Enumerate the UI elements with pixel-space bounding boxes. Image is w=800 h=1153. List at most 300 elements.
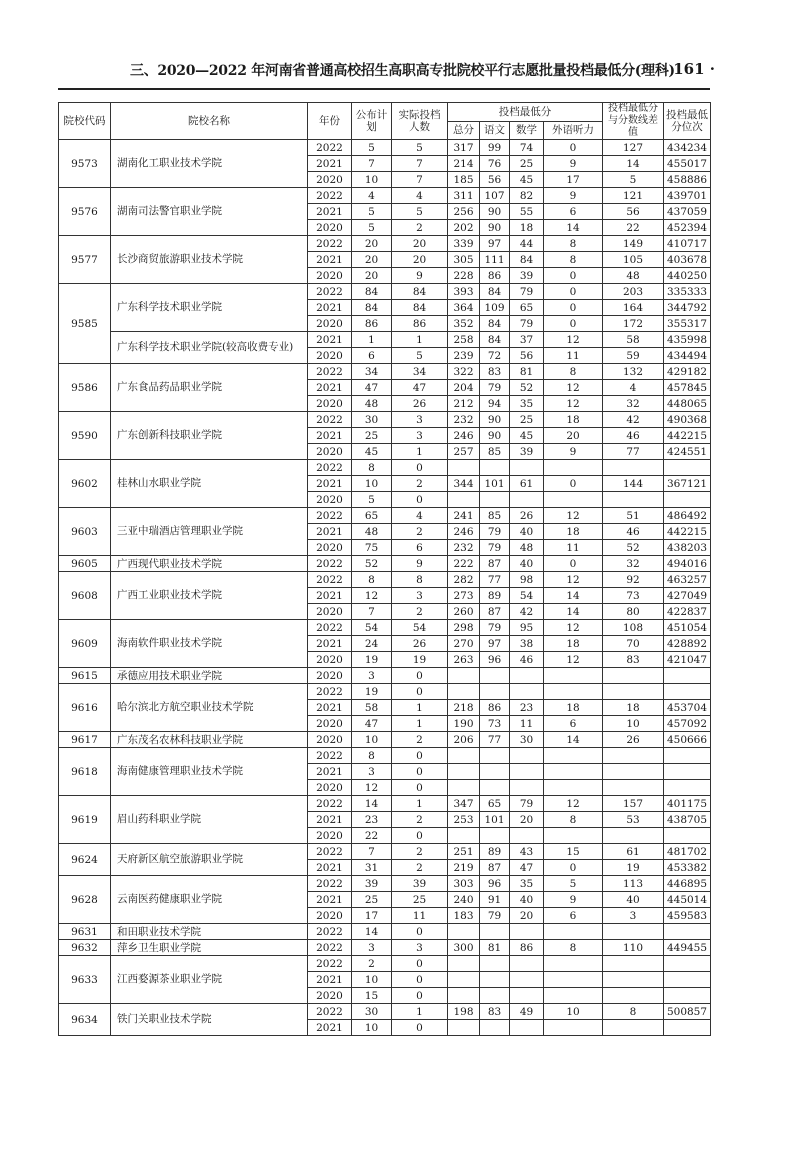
school-name: 海南软件职业技术学院 [111, 620, 308, 668]
cell-listening: 12 [544, 332, 603, 348]
cell-plan: 84 [352, 300, 392, 316]
cell-diff [603, 780, 664, 796]
table-row [59, 668, 711, 684]
cell-actual: 1 [392, 700, 448, 716]
cell-rank: 428892 [664, 636, 711, 652]
cell-listening [544, 1020, 603, 1036]
cell-plan: 3 [352, 668, 392, 684]
cell-listening [544, 956, 603, 972]
table-row [59, 364, 711, 380]
school-code: 9615 [59, 668, 111, 684]
cell-actual: 84 [392, 284, 448, 300]
cell-plan: 23 [352, 812, 392, 828]
cell-listening: 12 [544, 652, 603, 668]
cell-listening: 0 [544, 556, 603, 572]
table-row [59, 956, 711, 972]
cell-rank: 453704 [664, 700, 711, 716]
cell-chinese: 79 [480, 540, 510, 556]
cell-math: 65 [510, 300, 544, 316]
cell-math [510, 988, 544, 1004]
cell-chinese [480, 828, 510, 844]
cell-plan: 65 [352, 508, 392, 524]
cell-rank [664, 924, 711, 940]
cell-year: 2022 [308, 684, 352, 700]
cell-plan: 19 [352, 684, 392, 700]
cell-chinese: 91 [480, 892, 510, 908]
cell-plan: 45 [352, 444, 392, 460]
cell-math: 38 [510, 636, 544, 652]
cell-actual: 2 [392, 524, 448, 540]
cell-listening: 14 [544, 588, 603, 604]
cell-listening: 12 [544, 796, 603, 812]
cell-listening: 14 [544, 604, 603, 620]
cell-year: 2022 [308, 956, 352, 972]
cell-plan: 30 [352, 1004, 392, 1020]
cell-year: 2021 [308, 636, 352, 652]
cell-math: 79 [510, 796, 544, 812]
school-name: 湖南司法警官职业学院 [111, 188, 308, 236]
cell-diff: 113 [603, 876, 664, 892]
cell-total [448, 764, 480, 780]
cell-actual: 2 [392, 844, 448, 860]
cell-actual: 86 [392, 316, 448, 332]
cell-math: 54 [510, 588, 544, 604]
cell-actual: 0 [392, 828, 448, 844]
cell-rank: 424551 [664, 444, 711, 460]
cell-chinese: 90 [480, 428, 510, 444]
school-code: 9576 [59, 188, 111, 236]
school-name: 哈尔滨北方航空职业技术学院 [111, 684, 308, 732]
cell-rank: 421047 [664, 652, 711, 668]
school-code: 9619 [59, 796, 111, 844]
cell-total: 240 [448, 892, 480, 908]
cell-rank: 422837 [664, 604, 711, 620]
cell-plan: 10 [352, 732, 392, 748]
cell-chinese: 83 [480, 364, 510, 380]
table-row [59, 876, 711, 892]
cell-math: 35 [510, 876, 544, 892]
cell-rank [664, 988, 711, 1004]
cell-listening: 12 [544, 572, 603, 588]
cell-chinese: 87 [480, 860, 510, 876]
cell-plan: 48 [352, 396, 392, 412]
cell-rank: 446895 [664, 876, 711, 892]
cell-total: 232 [448, 412, 480, 428]
school-name: 天府新区航空旅游职业学院 [111, 844, 308, 876]
cell-math [510, 460, 544, 476]
table-row [59, 924, 711, 940]
cell-rank [664, 460, 711, 476]
school-code: 9633 [59, 956, 111, 1004]
cell-listening: 17 [544, 172, 603, 188]
cell-total: 218 [448, 700, 480, 716]
cell-chinese [480, 988, 510, 1004]
cell-total: 219 [448, 860, 480, 876]
cell-rank: 457092 [664, 716, 711, 732]
cell-total [448, 684, 480, 700]
cell-math: 86 [510, 940, 544, 956]
cell-listening: 12 [544, 380, 603, 396]
cell-total: 298 [448, 620, 480, 636]
cell-diff: 26 [603, 732, 664, 748]
school-name: 铁门关职业技术学院 [111, 1004, 308, 1036]
cell-math: 37 [510, 332, 544, 348]
cell-rank [664, 972, 711, 988]
cell-diff: 42 [603, 412, 664, 428]
cell-diff [603, 956, 664, 972]
cell-diff [603, 492, 664, 508]
table-row [59, 140, 711, 156]
cell-year: 2022 [308, 508, 352, 524]
cell-diff [603, 684, 664, 700]
cell-year: 2022 [308, 796, 352, 812]
cell-listening: 12 [544, 508, 603, 524]
cell-actual: 2 [392, 476, 448, 492]
school-code: 9602 [59, 460, 111, 508]
cell-chinese [480, 764, 510, 780]
cell-total [448, 780, 480, 796]
school-code: 9609 [59, 620, 111, 668]
cell-year: 2021 [308, 428, 352, 444]
cell-year: 2020 [308, 348, 352, 364]
cell-chinese: 79 [480, 908, 510, 924]
cell-total: 347 [448, 796, 480, 812]
cell-listening: 0 [544, 860, 603, 876]
cell-diff: 149 [603, 236, 664, 252]
table-row [59, 748, 711, 764]
cell-chinese: 97 [480, 636, 510, 652]
cell-year: 2020 [308, 220, 352, 236]
cell-plan: 15 [352, 988, 392, 1004]
cell-total: 246 [448, 428, 480, 444]
cell-rank [664, 764, 711, 780]
cell-diff: 46 [603, 428, 664, 444]
cell-diff: 144 [603, 476, 664, 492]
cell-chinese: 101 [480, 812, 510, 828]
header-actual: 实际投档人数 [392, 103, 448, 140]
school-name: 萍乡卫生职业学院 [111, 940, 308, 956]
cell-actual: 20 [392, 252, 448, 268]
page-number: · 161 · [662, 60, 715, 78]
cell-actual: 0 [392, 684, 448, 700]
cell-math: 52 [510, 380, 544, 396]
cell-chinese: 85 [480, 444, 510, 460]
school-code: 9608 [59, 572, 111, 620]
cell-diff: 5 [603, 172, 664, 188]
school-name: 江西婺源茶业职业学院 [111, 956, 308, 1004]
cell-actual: 1 [392, 332, 448, 348]
cell-actual: 0 [392, 748, 448, 764]
cell-actual: 2 [392, 860, 448, 876]
cell-chinese: 76 [480, 156, 510, 172]
cell-actual: 3 [392, 588, 448, 604]
cell-year: 2022 [308, 412, 352, 428]
cell-rank: 435998 [664, 332, 711, 348]
cell-actual: 0 [392, 1020, 448, 1036]
cell-actual: 0 [392, 956, 448, 972]
cell-diff: 83 [603, 652, 664, 668]
cell-year: 2022 [308, 940, 352, 956]
school-name: 广东茂名农林科技职业学院 [111, 732, 308, 748]
cell-actual: 3 [392, 412, 448, 428]
cell-diff: 56 [603, 204, 664, 220]
cell-actual: 1 [392, 796, 448, 812]
cell-diff: 73 [603, 588, 664, 604]
cell-chinese [480, 972, 510, 988]
cell-total [448, 828, 480, 844]
cell-actual: 9 [392, 556, 448, 572]
cell-diff: 53 [603, 812, 664, 828]
cell-math [510, 748, 544, 764]
school-name: 和田职业技术学院 [111, 924, 308, 940]
cell-listening: 14 [544, 220, 603, 236]
cell-math: 40 [510, 892, 544, 908]
cell-actual: 84 [392, 300, 448, 316]
cell-diff: 58 [603, 332, 664, 348]
cell-actual: 26 [392, 396, 448, 412]
cell-chinese: 79 [480, 620, 510, 636]
cell-math [510, 828, 544, 844]
cell-plan: 52 [352, 556, 392, 572]
cell-plan: 6 [352, 348, 392, 364]
header-plan: 公布计划 [352, 103, 392, 140]
cell-total: 339 [448, 236, 480, 252]
cell-listening: 15 [544, 844, 603, 860]
cell-math: 43 [510, 844, 544, 860]
cell-diff: 52 [603, 540, 664, 556]
cell-diff: 19 [603, 860, 664, 876]
cell-rank: 427049 [664, 588, 711, 604]
cell-math: 47 [510, 860, 544, 876]
cell-year: 2021 [308, 588, 352, 604]
cell-chinese: 89 [480, 844, 510, 860]
cell-listening: 8 [544, 252, 603, 268]
cell-total: 251 [448, 844, 480, 860]
table-header [59, 103, 711, 140]
cell-year: 2020 [308, 396, 352, 412]
cell-year: 2022 [308, 748, 352, 764]
cell-rank [664, 492, 711, 508]
cell-total: 204 [448, 380, 480, 396]
cell-total: 183 [448, 908, 480, 924]
cell-listening [544, 780, 603, 796]
header-math: 数学 [510, 121, 544, 140]
cell-listening [544, 764, 603, 780]
cell-chinese [480, 668, 510, 684]
cell-plan: 10 [352, 1020, 392, 1036]
cell-rank: 442215 [664, 524, 711, 540]
school-code: 9632 [59, 940, 111, 956]
cell-diff [603, 460, 664, 476]
cell-year: 2020 [308, 652, 352, 668]
cell-actual: 5 [392, 348, 448, 364]
school-code: 9603 [59, 508, 111, 556]
cell-plan: 5 [352, 492, 392, 508]
cell-rank: 445014 [664, 892, 711, 908]
cell-rank [664, 956, 711, 972]
cell-math: 23 [510, 700, 544, 716]
cell-actual: 4 [392, 508, 448, 524]
cell-plan: 7 [352, 156, 392, 172]
cell-chinese: 89 [480, 588, 510, 604]
cell-total: 305 [448, 252, 480, 268]
cell-actual: 26 [392, 636, 448, 652]
cell-listening: 9 [544, 156, 603, 172]
cell-plan: 20 [352, 252, 392, 268]
cell-actual: 1 [392, 716, 448, 732]
cell-total: 246 [448, 524, 480, 540]
cell-year: 2020 [308, 828, 352, 844]
school-name: 广东科学技术职业学院(较高收费专业) [111, 332, 308, 364]
cell-plan: 5 [352, 140, 392, 156]
cell-math: 56 [510, 348, 544, 364]
cell-math: 26 [510, 508, 544, 524]
cell-plan: 7 [352, 604, 392, 620]
cell-year: 2022 [308, 556, 352, 572]
cell-math: 49 [510, 1004, 544, 1020]
cell-math: 39 [510, 268, 544, 284]
cell-chinese: 86 [480, 700, 510, 716]
cell-diff: 132 [603, 364, 664, 380]
cell-math: 35 [510, 396, 544, 412]
cell-actual: 47 [392, 380, 448, 396]
cell-math: 74 [510, 140, 544, 156]
cell-math: 55 [510, 204, 544, 220]
school-name: 海南健康管理职业技术学院 [111, 748, 308, 796]
cell-rank: 344792 [664, 300, 711, 316]
cell-chinese: 111 [480, 252, 510, 268]
cell-listening [544, 684, 603, 700]
cell-actual: 0 [392, 972, 448, 988]
cell-year: 2021 [308, 524, 352, 540]
cell-actual: 54 [392, 620, 448, 636]
cell-year: 2021 [308, 972, 352, 988]
cell-plan: 24 [352, 636, 392, 652]
table-row [59, 940, 711, 956]
cell-rank [664, 684, 711, 700]
cell-diff: 172 [603, 316, 664, 332]
cell-actual: 2 [392, 604, 448, 620]
cell-total: 322 [448, 364, 480, 380]
cell-chinese: 77 [480, 572, 510, 588]
cell-diff [603, 1020, 664, 1036]
cell-plan: 48 [352, 524, 392, 540]
cell-total: 257 [448, 444, 480, 460]
cell-chinese: 77 [480, 732, 510, 748]
cell-plan: 20 [352, 236, 392, 252]
cell-diff [603, 668, 664, 684]
cell-year: 2020 [308, 668, 352, 684]
cell-listening: 18 [544, 524, 603, 540]
cell-chinese: 96 [480, 652, 510, 668]
cell-actual: 0 [392, 668, 448, 684]
table-row [59, 236, 711, 252]
cell-plan: 17 [352, 908, 392, 924]
cell-math [510, 924, 544, 940]
cell-diff: 121 [603, 188, 664, 204]
cell-plan: 1 [352, 332, 392, 348]
cell-diff: 32 [603, 396, 664, 412]
cell-year: 2021 [308, 892, 352, 908]
cell-plan: 8 [352, 572, 392, 588]
cell-listening [544, 492, 603, 508]
cell-listening: 18 [544, 412, 603, 428]
cell-rank: 500857 [664, 1004, 711, 1020]
table-row [59, 620, 711, 636]
cell-plan: 14 [352, 796, 392, 812]
cell-plan: 25 [352, 892, 392, 908]
cell-total [448, 748, 480, 764]
cell-math: 40 [510, 556, 544, 572]
cell-plan: 54 [352, 620, 392, 636]
cell-year: 2022 [308, 236, 352, 252]
cell-total [448, 492, 480, 508]
cell-math: 98 [510, 572, 544, 588]
cell-total: 364 [448, 300, 480, 316]
cell-plan: 7 [352, 844, 392, 860]
cell-total [448, 924, 480, 940]
cell-math: 20 [510, 812, 544, 828]
cell-actual: 0 [392, 924, 448, 940]
school-name: 广东食品药品职业学院 [111, 364, 308, 412]
cell-math: 81 [510, 364, 544, 380]
header-school-name: 院校名称 [111, 103, 308, 140]
cell-actual: 9 [392, 268, 448, 284]
cell-chinese [480, 780, 510, 796]
cell-year: 2020 [308, 908, 352, 924]
cell-listening [544, 924, 603, 940]
cell-listening: 9 [544, 188, 603, 204]
cell-chinese [480, 956, 510, 972]
cell-rank: 494016 [664, 556, 711, 572]
cell-math: 11 [510, 716, 544, 732]
cell-rank [664, 748, 711, 764]
cell-year: 2022 [308, 844, 352, 860]
cell-listening [544, 668, 603, 684]
header-min-score-group: 投档最低分 [448, 103, 603, 122]
cell-year: 2021 [308, 204, 352, 220]
cell-year: 2020 [308, 604, 352, 620]
cell-year: 2022 [308, 364, 352, 380]
cell-year: 2020 [308, 540, 352, 556]
cell-total: 300 [448, 940, 480, 956]
cell-year: 2022 [308, 1004, 352, 1020]
cell-listening: 11 [544, 348, 603, 364]
header-year: 年份 [308, 103, 352, 140]
cell-rank: 458886 [664, 172, 711, 188]
cell-total [448, 956, 480, 972]
cell-chinese: 87 [480, 556, 510, 572]
school-code: 9616 [59, 684, 111, 732]
cell-rank: 442215 [664, 428, 711, 444]
school-name: 桂林山水职业学院 [111, 460, 308, 508]
cell-diff: 14 [603, 156, 664, 172]
cell-year: 2020 [308, 316, 352, 332]
cell-plan: 22 [352, 828, 392, 844]
table-row [59, 284, 711, 300]
cell-rank: 439701 [664, 188, 711, 204]
cell-year: 2020 [308, 780, 352, 796]
cell-diff: 164 [603, 300, 664, 316]
cell-total: 258 [448, 332, 480, 348]
cell-math: 79 [510, 284, 544, 300]
cell-listening: 8 [544, 940, 603, 956]
school-code: 9631 [59, 924, 111, 940]
cell-total [448, 988, 480, 1004]
cell-chinese: 84 [480, 316, 510, 332]
cell-rank: 438705 [664, 812, 711, 828]
cell-year: 2022 [308, 924, 352, 940]
